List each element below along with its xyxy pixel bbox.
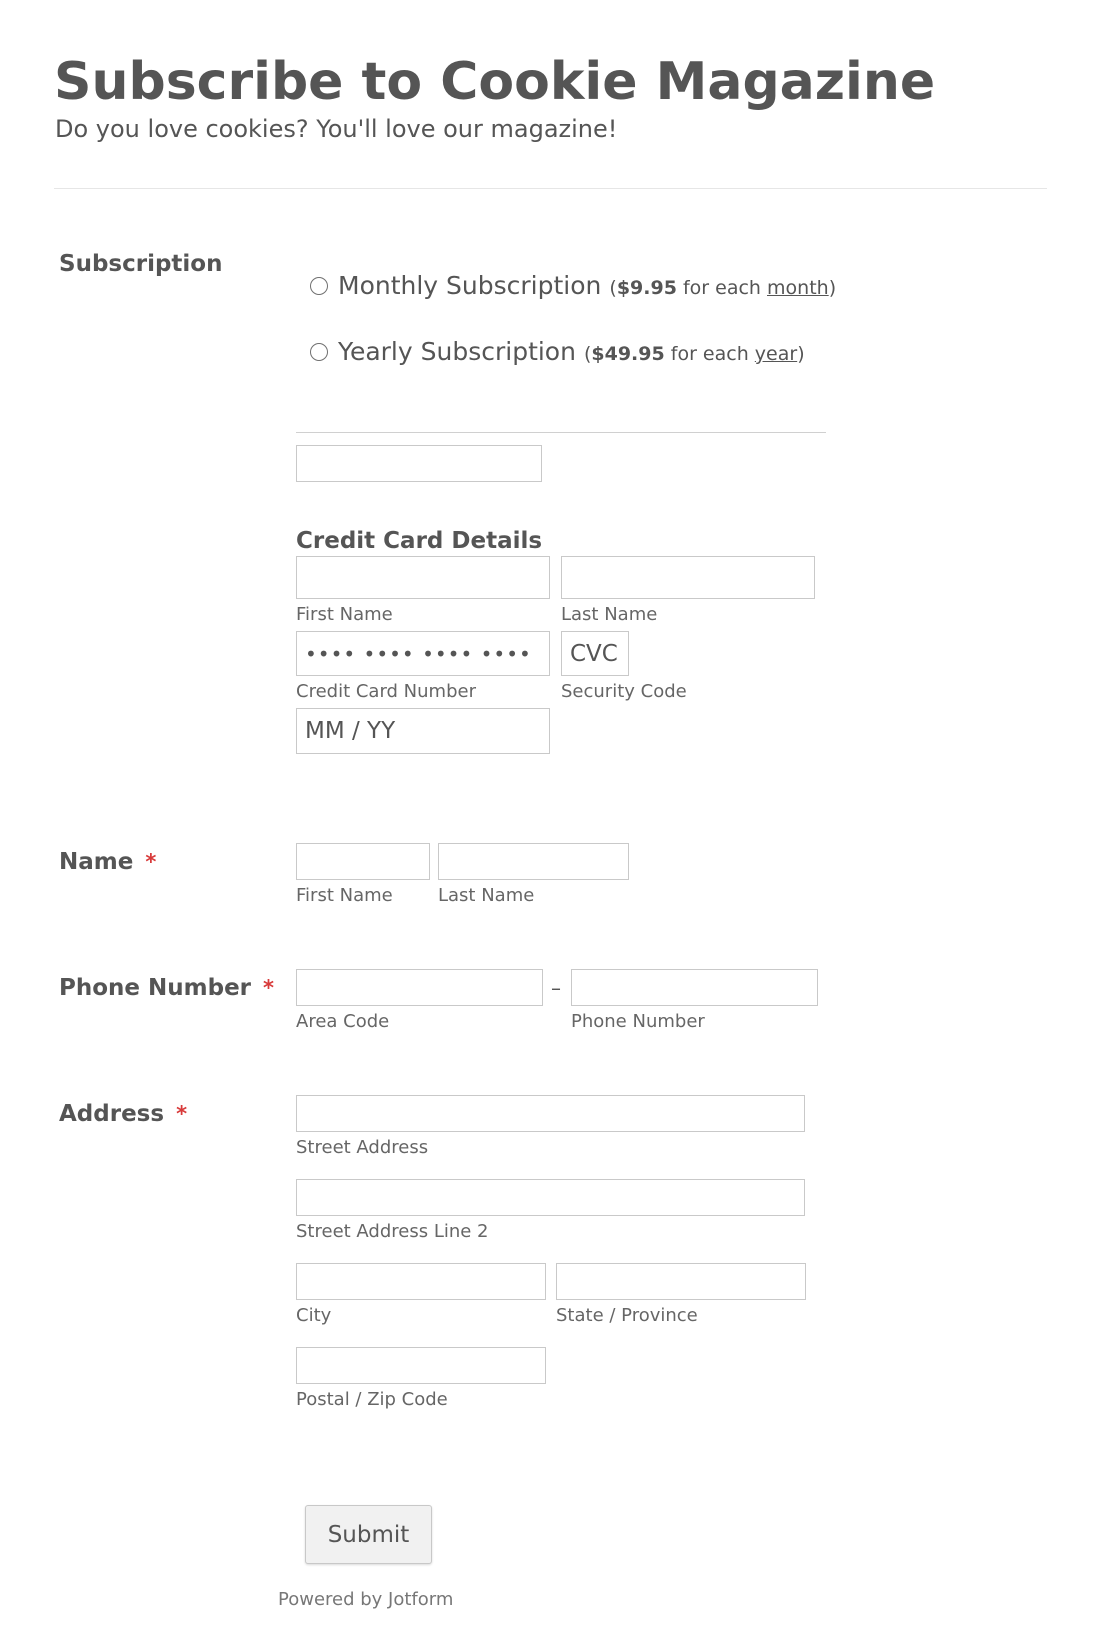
- address-required-mark: *: [176, 1102, 188, 1126]
- street-address-2-input[interactable]: [296, 1179, 805, 1216]
- submit-button[interactable]: Submit: [305, 1505, 432, 1564]
- last-name-label: Last Name: [438, 885, 535, 906]
- monthly-option-name: Monthly Subscription: [338, 271, 602, 300]
- address-label: Address *: [59, 1101, 188, 1127]
- city-label: City: [296, 1305, 332, 1326]
- cc-cvc-input[interactable]: CVC: [561, 631, 629, 676]
- last-name-input[interactable]: [438, 843, 629, 880]
- monthly-subscription-option[interactable]: [310, 271, 836, 300]
- subscription-label: Subscription: [59, 251, 223, 277]
- area-code-input[interactable]: [296, 969, 543, 1006]
- yearly-option-name: Yearly Subscription: [338, 337, 576, 366]
- monthly-radio[interactable]: [310, 277, 328, 295]
- street-address-input[interactable]: [296, 1095, 805, 1132]
- phone-number-input[interactable]: [571, 969, 818, 1006]
- cc-cvc-label: Security Code: [561, 681, 687, 702]
- powered-by-footer[interactable]: Powered by Jotform: [278, 1589, 454, 1610]
- cc-number-input[interactable]: •••• •••• •••• ••••: [296, 631, 550, 676]
- cc-last-name-input[interactable]: [561, 556, 815, 599]
- area-code-label: Area Code: [296, 1011, 390, 1032]
- yearly-subscription-option[interactable]: [310, 337, 805, 366]
- yearly-radio[interactable]: [310, 343, 328, 361]
- subscription-divider: [296, 432, 826, 433]
- name-label: Name *: [59, 849, 157, 875]
- street-address-2-label: Street Address Line 2: [296, 1221, 489, 1242]
- city-input[interactable]: [296, 1263, 546, 1300]
- cc-first-name-input[interactable]: [296, 556, 550, 599]
- phone-number-label: Phone Number: [571, 1011, 705, 1032]
- state-label: State / Province: [556, 1305, 698, 1326]
- cc-expiry-input[interactable]: MM / YY: [296, 708, 550, 754]
- cc-first-name-label: First Name: [296, 604, 393, 625]
- name-required-mark: *: [145, 850, 157, 874]
- first-name-label: First Name: [296, 885, 393, 906]
- phone-label: Phone Number *: [59, 975, 274, 1001]
- monthly-option-price: ($9.95 for each month): [609, 277, 837, 299]
- zip-label: Postal / Zip Code: [296, 1389, 448, 1410]
- zip-input[interactable]: [296, 1347, 546, 1384]
- header-divider: [54, 188, 1047, 189]
- form-subtitle: Do you love cookies? You'll love our magazine!: [55, 115, 618, 143]
- form-title: Subscribe to Cookie Magazine: [54, 52, 936, 112]
- cc-number-label: Credit Card Number: [296, 681, 476, 702]
- phone-required-mark: *: [263, 976, 274, 1000]
- coupon-input[interactable]: [296, 445, 542, 482]
- state-input[interactable]: [556, 1263, 806, 1300]
- first-name-input[interactable]: [296, 843, 430, 880]
- credit-card-title: Credit Card Details: [296, 528, 543, 554]
- yearly-option-price: ($49.95 for each year): [583, 343, 805, 365]
- phone-separator: –: [551, 976, 561, 1000]
- cc-last-name-label: Last Name: [561, 604, 658, 625]
- street-address-label: Street Address: [296, 1137, 429, 1158]
